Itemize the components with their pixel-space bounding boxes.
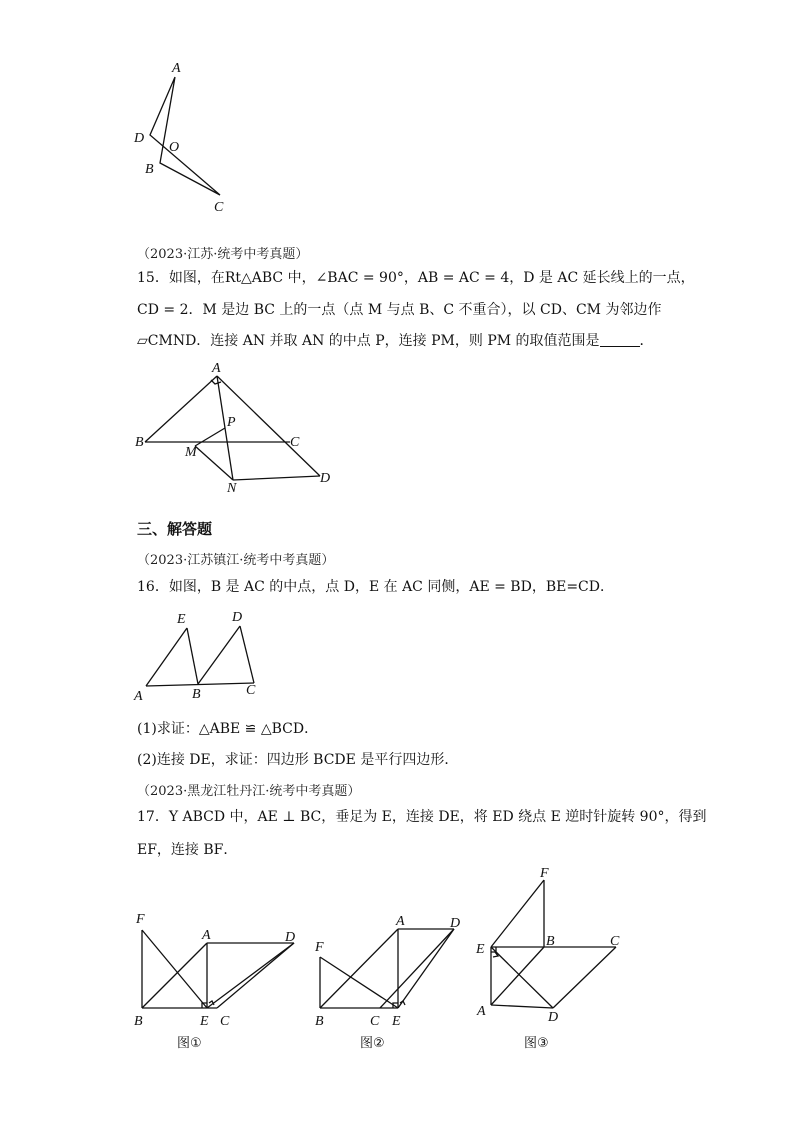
label-E: E	[200, 1014, 209, 1029]
label-B: B	[192, 687, 201, 702]
q16-part1: (1)求证：△ABE ≌ △BCD．	[137, 721, 319, 737]
label-B: B	[145, 162, 154, 177]
label-M: M	[185, 445, 197, 460]
label-A: A	[134, 689, 143, 704]
q17-line1: 17．Y ABCD 中，AE ⊥ BC，垂足为 E，连接 DE，将 ED 绕点 E 逆时针旋转 90°，得到	[137, 809, 707, 825]
label-B: B	[135, 435, 144, 450]
label-C: C	[214, 200, 224, 215]
section-title: 三、解答题	[137, 520, 213, 538]
caption-fig1: 图①	[177, 1036, 202, 1051]
figure-q17-2	[312, 905, 477, 1055]
label-A: A	[396, 914, 405, 929]
label-D: D	[450, 916, 461, 931]
figure-q17-3	[476, 865, 636, 1055]
label-B: B	[134, 1014, 143, 1029]
label-F: F	[136, 912, 145, 927]
label-D: D	[285, 930, 296, 945]
answer-blank	[600, 332, 640, 347]
label-C: C	[370, 1014, 380, 1029]
q17-line2: EF，连接 BF．	[137, 842, 238, 858]
q15-line2: CD = 2．M 是边 BC 上的一点（点 M 与点 B、C 不重合），以 CD、CM 为邻边作	[137, 302, 662, 318]
label-N: N	[227, 481, 237, 496]
caption-fig2: 图②	[360, 1036, 385, 1051]
label-D: D	[320, 471, 331, 486]
caption-fig3: 图③	[524, 1036, 549, 1051]
figure-q17-1	[132, 905, 307, 1055]
label-A: A	[477, 1004, 486, 1019]
q16-line1: 16．如图，B 是 AC 的中点，点 D，E 在 AC 同侧，AE = BD，BE=CD．	[137, 579, 614, 595]
label-A: A	[212, 361, 221, 376]
label-C: C	[246, 683, 256, 698]
q15-line1: 15．如图，在Rt△ABC 中，∠BAC = 90°，AB = AC = 4，D 是 AC 延长线上的一点，	[137, 270, 695, 286]
label-A: A	[172, 61, 181, 76]
q15-line3-text: ▱CMND．连接 AN 并取 AN 的中点 P，连接 PM，则 PM 的取值范围是	[137, 333, 600, 349]
q15-source: （2023·江苏·统考中考真题）	[137, 247, 309, 262]
label-B: B	[546, 934, 555, 949]
label-E: E	[476, 942, 485, 957]
label-F: F	[540, 866, 549, 881]
q17-source: （2023·黑龙江牡丹江·统考中考真题）	[137, 784, 361, 799]
figure-q14	[120, 55, 260, 215]
label-E: E	[392, 1014, 401, 1029]
q15-line3	[137, 331, 654, 351]
label-E: E	[177, 612, 186, 627]
label-C: C	[220, 1014, 230, 1029]
label-A: A	[202, 928, 211, 943]
q15-line3-end: ．	[639, 333, 654, 349]
q16-source: （2023·江苏镇江·统考中考真题）	[137, 553, 335, 568]
figure-q15	[135, 358, 355, 496]
label-C: C	[290, 435, 300, 450]
label-D: D	[134, 131, 145, 146]
label-O: O	[169, 140, 180, 155]
figure-q16	[132, 608, 282, 703]
fig14-polyline	[150, 77, 220, 195]
label-B: B	[315, 1014, 324, 1029]
label-C: C	[610, 934, 620, 949]
label-D: D	[548, 1010, 559, 1025]
label-P: P	[227, 415, 236, 430]
label-D: D	[232, 610, 243, 625]
q16-part2: (2)连接 DE，求证：四边形 BCDE 是平行四边形．	[137, 752, 459, 768]
label-F: F	[315, 940, 324, 955]
